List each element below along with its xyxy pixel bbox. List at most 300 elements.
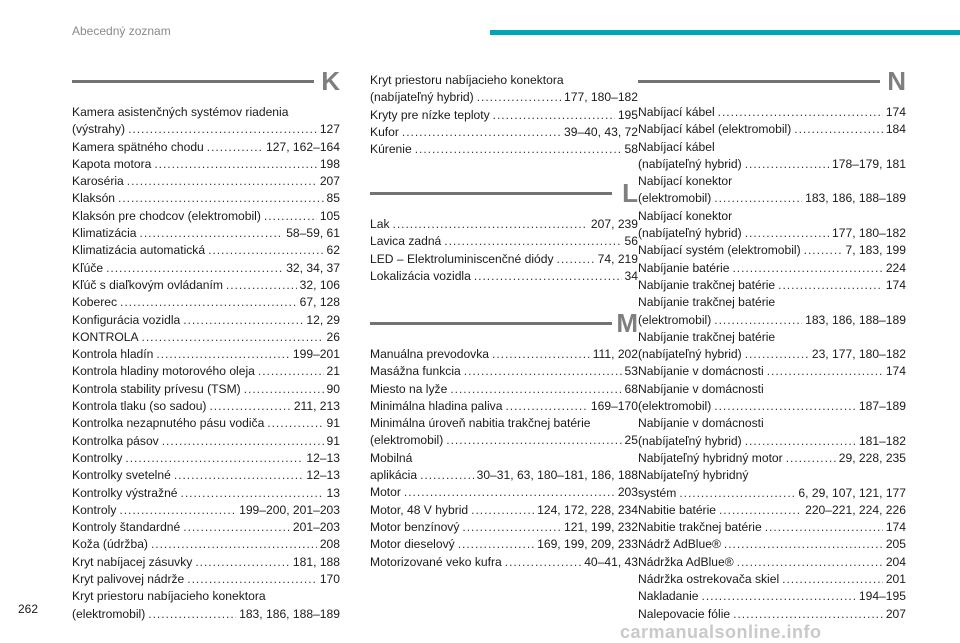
entry-row [72,467,340,484]
index-entry [370,141,638,158]
entry-name: Minimálna hladina paliva [370,398,503,413]
entry-pages: 169, 199, 209, 233 [537,537,638,552]
entry-row [72,121,340,138]
dot-leader [714,312,802,329]
index-entry [72,363,340,380]
index-entry [370,502,638,519]
entry-pages: 6, 29, 107, 121, 177 [798,485,906,500]
section-l [370,178,638,285]
entry-row [72,312,340,329]
entry-pages: 121, 199, 232 [564,519,638,534]
entry-list [72,104,340,623]
entry-row [72,485,340,502]
entry-name: (elektromobil) [638,191,712,206]
entry-name: (elektromobil) [638,312,712,327]
entry-list [370,216,638,285]
entry-row [370,502,638,519]
index-entry [370,216,638,233]
dot-leader [118,190,324,207]
entry-name: Motorizované veko kufra [370,554,502,569]
watermark: carmanualsonline.info [620,622,822,642]
index-entry [72,190,340,207]
index-entry [72,554,340,571]
entry-name: Kontrolka pásov [72,433,159,448]
entry-name: Kontrola stability prívesu (TSM) [72,381,241,396]
entry-name: Kontrolky výstražné [72,485,178,500]
entry-pages: 203 [617,485,638,500]
entry-title-line: Nabíjanie trakčnej batérie [638,295,776,310]
entry-row [370,107,638,124]
entry-row [370,484,638,501]
entry-name: Kryt nabíjacej zásuvky [72,554,193,569]
entry-name: aplikácia [370,468,418,483]
entry-row [72,536,340,553]
entry-pages: 56 [624,234,638,249]
entry-row [370,233,638,250]
entry-name: Kontrola tlaku (so sadou) [72,399,207,414]
entry-row [370,89,638,106]
index-entry [72,346,340,363]
entry-row [72,242,340,259]
entry-row [370,398,638,415]
index-entry [638,519,906,536]
entry-row [72,502,340,519]
section-header-l [370,178,638,212]
entry-pages: 207 [885,606,906,621]
entry-name: Kontrolky svetelné [72,468,171,483]
index-entry [72,588,340,623]
dot-leader [162,433,324,450]
entry-row [72,554,340,571]
entry-name: (elektromobil) [72,606,146,621]
dot-leader [404,484,615,501]
entry-name: Motor benzínový [370,519,460,534]
index-entry [72,139,340,156]
dot-leader [154,156,316,173]
entry-pages: 12, 29 [306,312,340,327]
entry-pages: 26 [326,329,340,344]
dot-leader [174,467,304,484]
entry-name: (nabíjateľný hybrid) [370,90,474,105]
entry-pages: 199–200, 201–203 [239,502,340,517]
index-entry [370,72,638,107]
entry-name: systém [638,485,677,500]
entry-name: Konfigurácia vozidla [72,312,181,327]
entry-row [638,571,906,588]
running-header: Abecedný zoznam [72,24,171,38]
entry-pages: 111, 202 [592,347,638,361]
dot-leader [492,346,590,363]
entry-pages: 174 [885,520,906,535]
section-k [72,66,340,623]
entry-row [72,190,340,207]
entry-pages: 34 [624,268,638,283]
dot-leader [393,216,588,233]
entry-name: Nakladanie [638,589,699,604]
dot-leader [183,312,303,329]
dot-leader [557,251,595,268]
entry-name: Nabíjateľný hybridný motor [638,450,783,465]
entry-row [72,381,340,398]
entry-pages: 205 [885,537,906,552]
entry-row [72,260,340,277]
entry-pages: 21 [326,364,340,379]
dot-leader [207,139,263,156]
entry-name: Kontroly [72,502,117,517]
section-n [638,66,906,623]
entry-row [638,450,906,467]
index-entry [370,107,638,124]
entry-row [72,363,340,380]
entry-pages: 12–13 [306,450,340,465]
entry-row [72,156,340,173]
entry-pages: 211, 213 [293,399,340,414]
entry-name: Kufor [370,124,399,139]
entry-row [370,268,638,285]
entry-name: (elektromobil) [638,399,712,414]
entry-row [72,346,340,363]
section-letter: M [616,308,638,338]
dot-leader [505,554,581,571]
index-entry [638,121,906,138]
entry-list [370,346,638,571]
entry-row [72,225,340,242]
index-entry [638,277,906,294]
entry-name: Nabíjanie trakčnej batérie [638,277,776,292]
dot-leader [719,502,802,519]
index-entry [72,398,340,415]
entry-row [370,554,638,571]
entry-name: (elektromobil) [370,433,444,448]
index-entry [370,346,638,363]
entry-pages: 12–13 [306,468,340,483]
entry-name: Karoséria [72,174,124,189]
entry-name: (nabíjateľný hybrid) [638,347,742,362]
entry-row [72,173,340,190]
entry-name: Nádržka AdBlue® [638,554,734,569]
entry-name: Nalepovacie fólie [638,606,731,621]
index-entry [72,173,340,190]
entry-pages: 199–201 [292,347,340,362]
entry-row [638,502,906,519]
index-entry [72,225,340,242]
dot-leader [119,502,236,519]
index-entry [638,329,906,364]
entry-pages: 127, 162–164 [266,139,340,154]
entry-pages: 58 [624,142,638,157]
dot-leader [208,242,323,259]
entry-title-line: Nabíjateľný hybridný [638,468,749,483]
dot-leader [782,571,883,588]
index-entry [638,381,906,416]
dot-leader [765,519,883,536]
entry-pages: 174 [885,277,906,292]
entry-list [370,72,638,158]
dot-leader [402,124,561,141]
entry-pages: 32, 34, 37 [286,260,340,275]
entry-row [638,225,906,242]
index-entry [638,606,906,623]
section-letter: N [887,66,906,96]
dot-leader [464,363,622,380]
entry-row [638,156,906,173]
dot-leader [778,277,883,294]
dot-leader [450,381,621,398]
entry-row [638,242,906,259]
dot-leader [258,363,324,380]
entry-name: Kontrolka nezapnutého pásu vodiča [72,416,265,431]
entry-pages: 195 [617,107,638,122]
entry-row [638,536,906,553]
entry-row [72,329,340,346]
entry-title-line: Minimálna úroveň nabitia trakčnej batérie [370,416,591,431]
entry-name: Lak [370,217,390,231]
index-entry [72,467,340,484]
index-entry [72,381,340,398]
index-entry [370,233,638,250]
entry-row [638,398,906,415]
entry-pages: 178–179, 181 [832,156,906,171]
entry-pages: 40–41, 43 [584,554,638,569]
index-entry [638,208,906,243]
entry-name: Lokalizácia vozidla [370,268,471,283]
dot-leader [745,346,809,363]
entry-name: Motor dieselový [370,537,455,552]
entry-name: Nabíjanie batérie [638,260,730,275]
entry-row [638,519,906,536]
entry-list [638,104,906,623]
entry-pages: 91 [326,433,340,448]
entry-pages: 62 [326,243,340,258]
entry-title-line: Nabíjanie v domácnosti [638,416,764,431]
entry-name: Klaksón pre chodcov (elektromobil) [72,208,261,223]
entry-pages: 220–221, 224, 226 [805,502,906,517]
index-entry [638,502,906,519]
entry-row [370,216,638,233]
entry-row [370,346,638,363]
entry-name: Koža (údržba) [72,537,148,552]
entry-pages: 53 [624,364,638,379]
index-entry [638,294,906,329]
index-entry [72,294,340,311]
index-entry [72,156,340,173]
dot-leader [493,107,615,124]
entry-row [72,277,340,294]
entry-name: Kryt palivovej nádrže [72,572,185,587]
entry-name: Kontroly štandardné [72,520,181,535]
dot-leader [444,233,621,250]
entry-name: Klaksón [72,191,116,206]
entry-pages: 127 [319,122,340,137]
index-entry [72,519,340,536]
entry-title-line: Kryt priestoru nabíjacieho konektora [370,73,564,87]
entry-pages: 170 [319,572,340,587]
entry-pages: 105 [319,208,340,223]
dot-leader [679,485,795,502]
entry-name: KONTROLA [72,329,139,344]
index-entry [370,268,638,285]
entry-pages: 68 [624,381,638,396]
dot-leader [181,485,324,502]
entry-pages: 183, 186, 188–189 [239,606,340,621]
entry-row [370,432,638,449]
entry-row [370,519,638,536]
entry-row [638,260,906,277]
dot-leader [128,121,317,138]
dot-leader [745,156,829,173]
entry-name: Nabíjací systém (elektromobil) [638,243,801,258]
entry-row [638,277,906,294]
entry-title-line: Nabíjací kábel [638,139,715,154]
entry-row [638,485,906,502]
entry-pages: 183, 186, 188–189 [805,312,906,327]
entry-pages: 181–182 [858,433,906,448]
entry-name: (nabíjateľný hybrid) [638,433,742,448]
entry-pages: 201–203 [292,520,340,535]
dot-leader [714,398,856,415]
dot-leader [148,606,236,623]
index-entry [370,398,638,415]
section-rule [370,322,612,325]
index-entry [370,124,638,141]
entry-name: (výstrahy) [72,122,126,137]
entry-pages: 58–59, 61 [286,226,340,241]
index-entry [72,415,340,432]
entry-row [72,294,340,311]
dot-leader [505,398,587,415]
entry-name: Nabitie trakčnej batérie [638,520,762,535]
entry-title-line: Nabíjací konektor [638,174,733,189]
entry-name: (nabíjateľný hybrid) [638,156,742,171]
index-entry [72,242,340,259]
dot-leader [462,519,561,536]
entry-row [72,450,340,467]
entry-pages: 194–195 [858,589,906,604]
index-entry [370,519,638,536]
section-header-m [370,308,638,342]
entry-row [72,571,340,588]
dot-leader [446,432,621,449]
entry-title-line: Nabíjací konektor [638,208,733,223]
section-k-continued [370,72,638,158]
dot-leader [106,260,283,277]
entry-title-line: Kamera asistenčných systémov riadenia [72,105,289,119]
dot-leader [718,104,883,121]
index-entry [638,536,906,553]
index-entry [370,363,638,380]
dot-leader [244,381,324,398]
entry-name: Kamera spätného chodu [72,139,204,154]
entry-row [72,606,340,623]
index-entry [72,208,340,225]
entry-row [370,381,638,398]
entry-row [370,536,638,553]
entry-name: Nabíjanie v domácnosti [638,364,764,379]
entry-name: Kľúč s diaľkovým ovládaním [72,277,223,292]
entry-pages: 7, 183, 199 [845,243,906,258]
dot-leader [151,536,317,553]
entry-name: Nádrž AdBlue® [638,537,721,552]
entry-name: Nabíjací kábel (elektromobil) [638,122,792,137]
index-entry [72,329,340,346]
dot-leader [142,329,324,346]
entry-row [638,588,906,605]
entry-row [370,124,638,141]
index-entry [370,536,638,553]
entry-name: (nabíjateľný hybrid) [638,226,742,241]
entry-row [638,190,906,207]
entry-pages: 174 [885,364,906,379]
entry-name: Kryty pre nízke teploty [370,107,490,122]
entry-pages: 187–189 [858,399,906,414]
dot-leader [226,277,297,294]
dot-leader [183,519,290,536]
entry-pages: 91 [326,416,340,431]
dot-leader [767,363,883,380]
dot-leader [794,121,883,138]
entry-row [638,104,906,121]
index-entry [370,484,638,501]
dot-leader [187,571,317,588]
index-entry [638,450,906,467]
entry-row [370,251,638,268]
entry-pages: 181, 188 [292,554,340,569]
entry-name: Kúrenie [370,142,412,157]
dot-leader [156,346,290,363]
entry-pages: 224 [885,260,906,275]
entry-pages: 85 [326,191,340,206]
index-entry [638,415,906,450]
dot-leader [120,294,297,311]
index-entry [638,363,906,380]
dot-leader [415,141,622,158]
dot-leader [125,450,303,467]
index-entry [370,450,638,485]
index-entry [72,277,340,294]
entry-pages: 29, 228, 235 [838,450,906,465]
entry-name: Nabíjací kábel [638,105,715,119]
entry-row [370,141,638,158]
index-entry [72,571,340,588]
dot-leader [733,606,883,623]
index-entry [638,588,906,605]
section-header-k [72,66,340,100]
index-entry [638,467,906,502]
dot-leader [195,554,290,571]
entry-pages: 201 [885,572,906,587]
entry-name: Lavica zadná [370,234,442,249]
entry-row [638,312,906,329]
entry-title-line: Kryt priestoru nabíjacieho konektora [72,589,266,604]
entry-pages: 184 [885,122,906,137]
entry-name: Kontrola hladín [72,347,154,362]
entry-pages: 207, 239 [590,217,638,231]
entry-row [370,467,638,484]
dot-leader [471,502,534,519]
entry-row [72,139,340,156]
dot-leader [804,242,843,259]
index-entry [370,415,638,450]
entry-name: Klimatizácia [72,226,137,241]
entry-pages: 67, 128 [299,295,340,310]
dot-leader [267,415,323,432]
dot-leader [732,260,882,277]
dot-leader [477,89,561,106]
entry-name: Kontrolky [72,450,123,465]
index-entry [638,104,906,121]
dot-leader [264,208,317,225]
entry-name: Nabitie batérie [638,502,716,517]
